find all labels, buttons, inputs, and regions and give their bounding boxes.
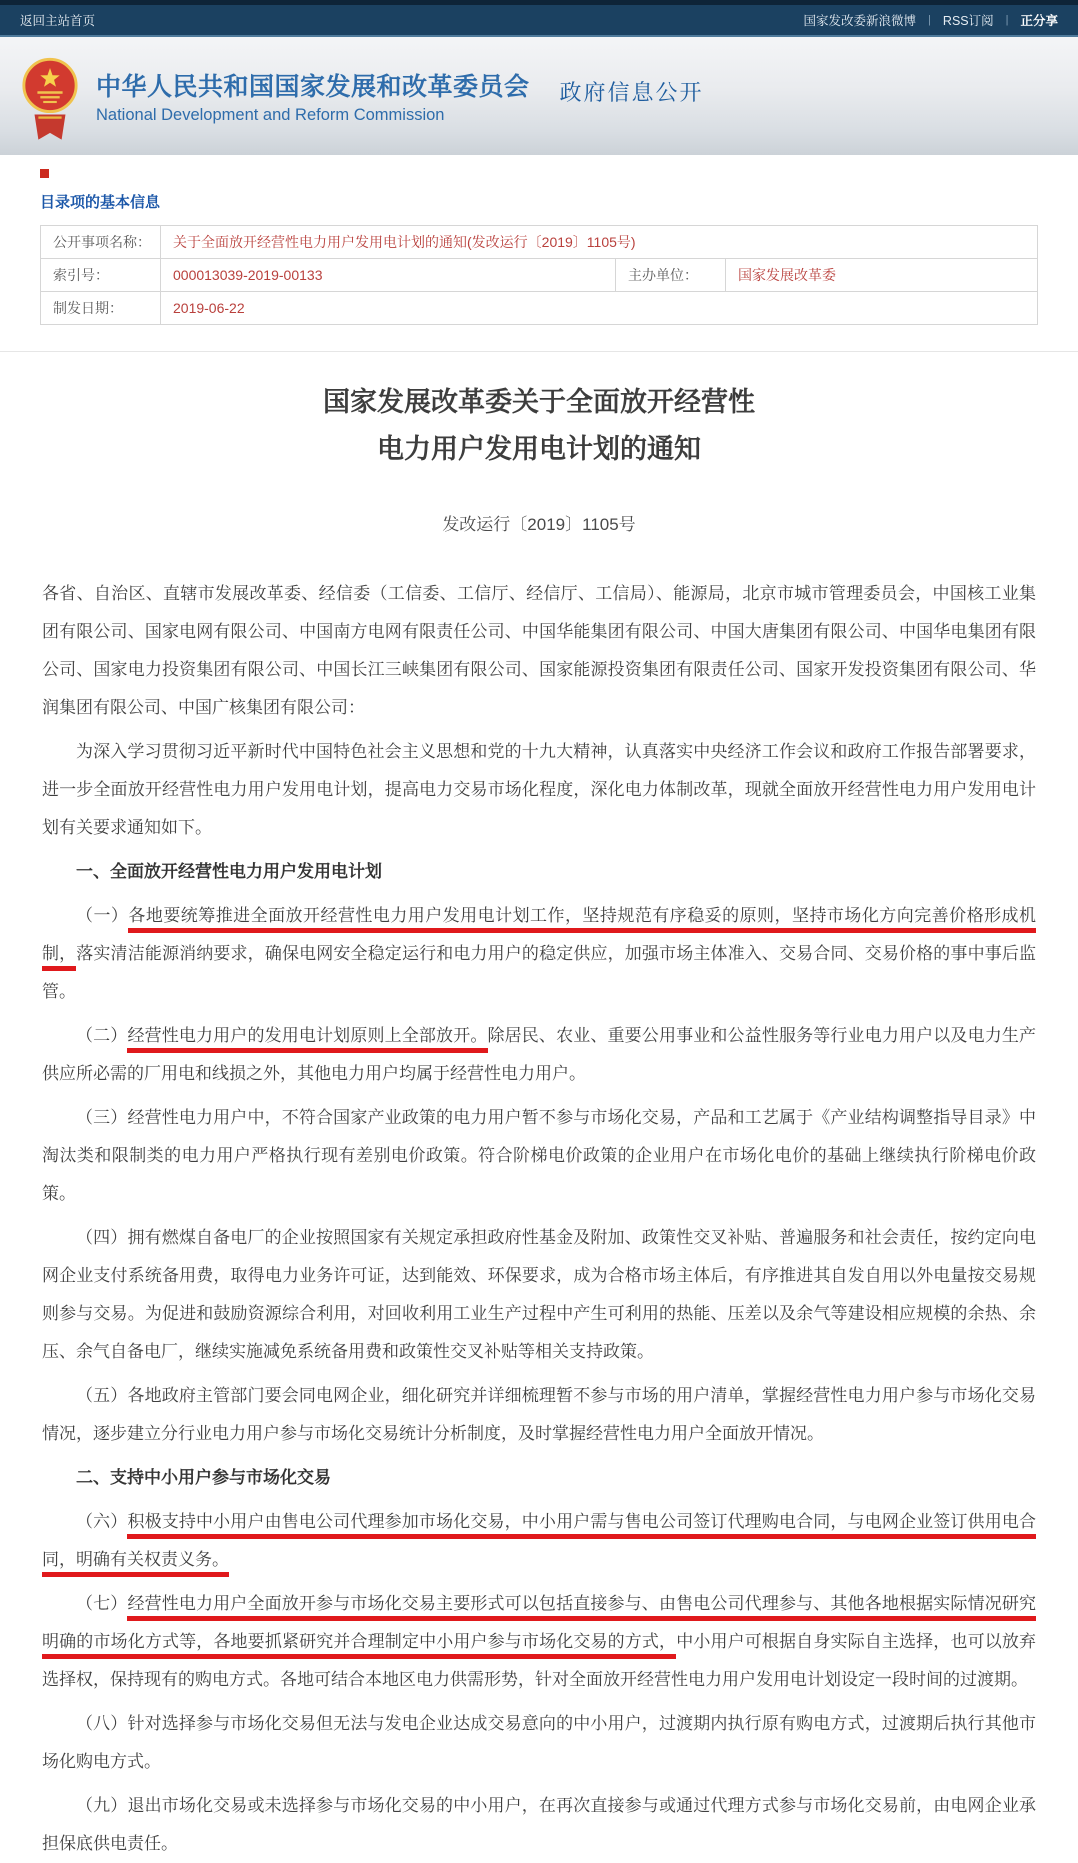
info-section (0, 169, 1078, 325)
paragraph-item-1 (42, 897, 1036, 1011)
paragraph-item-4 (42, 1219, 1036, 1371)
paragraph-item-8 (42, 1705, 1036, 1781)
paragraph-addressees: 各省、自治区、直辖市发展改革委、经信委（工信委、工信厅、经信厅、工信局）、能源局，北京市城市管理委员会，中国核工业集团有限公司、国家电网有限公司、中国南方电网有限责任公司、中国华能集团有限公司、中国大唐集团有限公司、中国华电集团有限公司、国家电力投资集团有限公司、中国长江三峡集团有限公司、国家能源投资集团有限责任公司、国家开发投资集团有限公司、华润集团有限公司、中国广核集团有限公司： (42, 584, 1036, 717)
org-name-cn: 中华人民共和国国家发展和改革委员会 (96, 73, 530, 101)
name-label: 公开事项名称： (41, 226, 161, 259)
weibo-link[interactable]: 国家发改委新浪微博 (803, 14, 917, 28)
section-divider (0, 351, 1078, 352)
underlined-text: 各地要统筹推进全面放开经营性电力用户发用电计划工作，坚持规范有序稳妥的原则，坚持市场化方向完善价格形成机制， (42, 906, 1036, 971)
item-number: （三） (76, 1108, 128, 1127)
separator: | (928, 14, 931, 26)
date-value: 2019-06-22 (161, 292, 1038, 325)
org-title-block (96, 67, 530, 125)
index-value: 000013039-2019-00133 (161, 259, 616, 292)
item-text: 除居民、农业、重要公用事业和公益性服务等行业电力用户以及电力生产供应所必需的厂用电和线损之外，其他电力用户均属于经营性电力用户。 (42, 1026, 1037, 1083)
document-title (42, 379, 1036, 473)
document-number: 发改运行〔2019〕1105号 (442, 515, 636, 534)
item-number: （五） (76, 1386, 128, 1405)
info-section-title: 目录项的基本信息 (40, 194, 161, 211)
section-heading-2: 二、支持中小用户参与市场化交易 (76, 1468, 331, 1487)
item-text: 各地政府主管部门要会同电网企业，细化研究并详细梳理暂不参与市场的用户清单，掌握经营性电力用户参与市场化交易情况，逐步建立分行业电力用户参与市场化交易统计分析制度，及时掌握经营性电力用户全面放开情况。 (42, 1386, 1036, 1443)
index-label: 索引号： (41, 259, 161, 292)
topbar-right-links (804, 11, 1058, 29)
catalog-info-table (40, 225, 1038, 325)
top-navigation-bar (0, 0, 1078, 37)
document-body (42, 575, 1036, 1863)
paragraph-item-2 (42, 1017, 1036, 1093)
org-label: 主办单位： (616, 259, 726, 292)
rss-link[interactable]: RSS订阅 (942, 14, 994, 28)
document-title-line2: 电力用户发用电计划的通知 (377, 434, 701, 464)
separator: | (1005, 14, 1009, 26)
date-label: 制发日期： (41, 292, 161, 325)
underlined-text: 经营性电力用户的发用电计划原则上全部放开。 (127, 1026, 487, 1053)
underlined-text: 积极支持中小用户由售电公司代理参加市场化交易，中小用户需与售电公司签订代理购电合同，与电网企业签订供用电合同，明确有关权责义务。 (42, 1512, 1036, 1577)
item-number: （九） (76, 1796, 128, 1815)
table-row-index-org (41, 259, 1038, 292)
item-number: （一） (76, 906, 129, 925)
national-emblem-icon (20, 56, 80, 142)
share-button[interactable]: 正分享 (1020, 14, 1058, 28)
document-article (0, 379, 1078, 1863)
item-number: （七） (76, 1594, 128, 1613)
section-heading-1: 一、全面放开经营性电力用户发用电计划 (76, 862, 382, 881)
site-header (0, 37, 1078, 155)
paragraph-item-6 (42, 1503, 1036, 1579)
item-text: 拥有燃煤自备电厂的企业按照国家有关规定承担政府性基金及附加、政策性交叉补贴、普遍服务和社会责任，按约定向电网企业支付系统备用费，取得电力业务许可证，达到能效、环保要求，成为合格市场主体后，有序推进其自发自用以外电量按交易规则参与交易。为促进和鼓励资源综合利用，对回收利用工业生产过程中产生可利用的热能、压差以及余气等建设相应规模的余热、余压、余气自备电厂，继续实施减免系统备用费和政策性交叉补贴等相关支持政策。 (42, 1228, 1036, 1361)
item-text: 落实清洁能源消纳要求，确保电网安全稳定运行和电力用户的稳定供应，加强市场主体准入、交易合同、交易价格的事中事后监管。 (42, 944, 1036, 1001)
gov-info-disclosure-title: 政府信息公开 (559, 79, 704, 105)
item-number: （四） (76, 1228, 128, 1247)
table-row-date (41, 292, 1038, 325)
section-marker (40, 169, 49, 178)
name-value: 关于全面放开经营性电力用户发用电计划的通知(发改运行〔2019〕1105号) (161, 226, 1038, 259)
paragraph-item-9 (42, 1787, 1036, 1863)
underlined-text: 经营性电力用户全面放开参与市场化交易主要形式可以包括直接参与、由售电公司代理参与、其他各地根据实际情况研究明确的市场化方式等，各地要抓紧研究并合理制定中小用户参与市场化交易的方式， (42, 1594, 1036, 1659)
item-text: 针对选择参与市场化交易但无法与发电企业达成交易意向的中小用户，过渡期内执行原有购电方式，过渡期后执行其他市场化购电方式。 (42, 1714, 1036, 1771)
paragraph-item-3 (42, 1099, 1036, 1213)
document-title-line1: 国家发展改革委关于全面放开经营性 (323, 387, 755, 417)
org-value: 国家发展改革委 (726, 259, 1038, 292)
paragraph-intro: 为深入学习贯彻习近平新时代中国特色社会主义思想和党的十九大精神，认真落实中央经济工作会议和政府工作报告部署要求，进一步全面放开经营性电力用户发用电计划，提高电力交易市场化程度，深化电力体制改革，现就全面放开经营性电力用户发用电计划有关要求通知如下。 (42, 742, 1036, 837)
table-row-name (41, 226, 1038, 259)
back-to-home-link[interactable]: 返回主站首页 (20, 14, 96, 28)
item-number: （二） (76, 1026, 128, 1045)
paragraph-item-5 (42, 1377, 1036, 1453)
item-text: 中小用户可根据自身实际自主选择，也可以放弃选择权，保持现有的购电方式。各地可结合本地区电力供需形势，针对全面放开经营性电力用户发用电计划设定一段时间的过渡期。 (42, 1632, 1037, 1689)
item-number: （六） (76, 1512, 128, 1531)
item-text: 退出市场化交易或未选择参与市场化交易的中小用户，在再次直接参与或通过代理方式参与市场化交易前，由电网企业承担保底供电责任。 (42, 1796, 1036, 1853)
org-name-en: National Development and Reform Commission (96, 106, 445, 124)
item-number: （八） (76, 1714, 128, 1733)
item-text: 经营性电力用户中，不符合国家产业政策的电力用户暂不参与市场化交易，产品和工艺属于《产业结构调整指导目录》中淘汰类和限制类的电力用户严格执行现有差别电价政策。符合阶梯电价政策的企业用户在市场化电价的基础上继续执行阶梯电价政策。 (42, 1108, 1036, 1203)
paragraph-item-7 (42, 1585, 1036, 1699)
